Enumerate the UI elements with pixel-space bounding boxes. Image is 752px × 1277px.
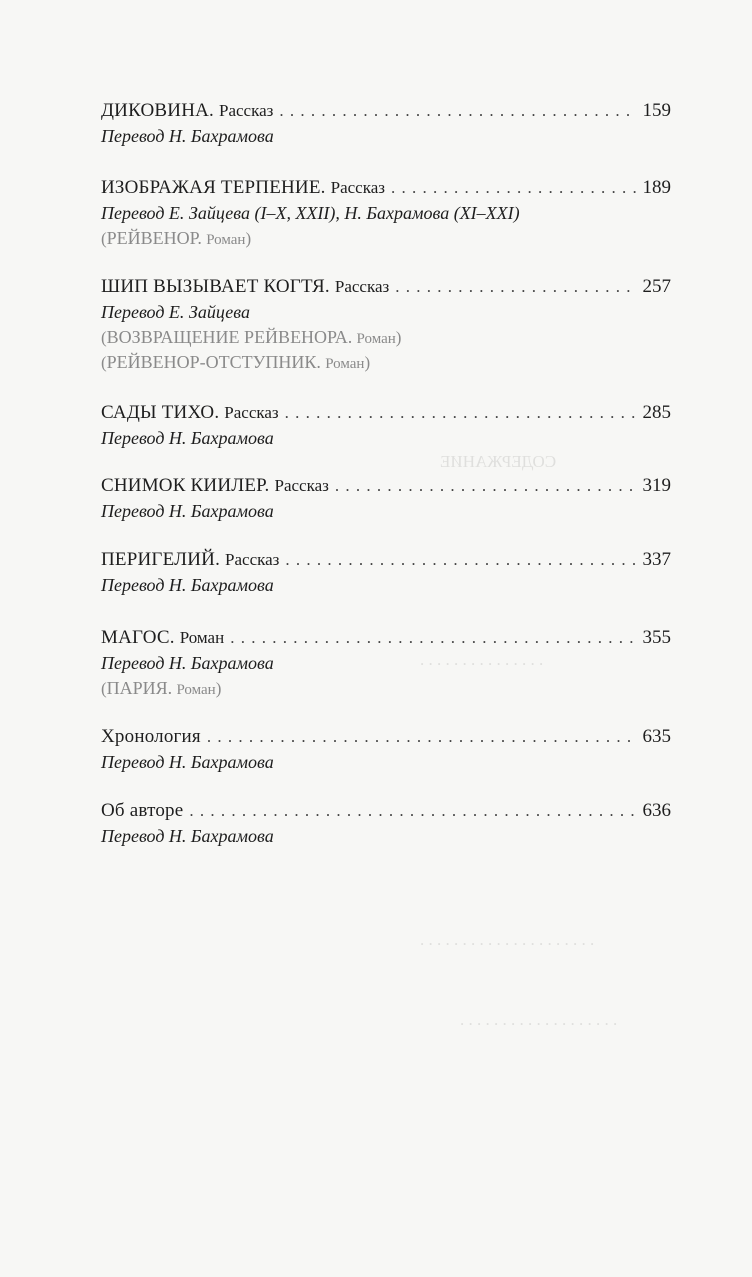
bleed-through: . . . . . . . . . . . . . . . — [420, 650, 544, 669]
bleed-through: . . . . . . . . . . . . . . . . . . . . . — [420, 930, 595, 949]
entry-page-number: 636 — [642, 800, 671, 821]
entry-title: МАГОС. — [101, 627, 175, 648]
entry-note: (РЕЙВЕНОР-ОТСТУПНИК. Роман) — [101, 352, 371, 372]
entry-kind: Рассказ — [334, 277, 390, 296]
note-title: ВОЗВРАЩЕНИЕ РЕЙВЕНОРА. — [106, 327, 353, 347]
entry-kind: Роман — [179, 628, 225, 647]
entry-kind: Рассказ — [330, 178, 385, 197]
note-title: РЕЙВЕНОР. — [106, 228, 202, 248]
entry-note: (ПАРИЯ. Роман) — [101, 678, 222, 698]
entry-translator: Перевод Н. Бахрамова — [101, 752, 274, 772]
dot-leader — [189, 798, 636, 824]
entry-title: ДИКОВИНА. — [101, 100, 214, 121]
note-kind: Роман — [176, 682, 216, 698]
dot-leader — [391, 175, 637, 201]
entry-kind: Рассказ — [219, 101, 274, 120]
entry-title: СНИМОК КИИЛЕР. — [101, 475, 270, 496]
entry-kind: Рассказ — [274, 476, 329, 495]
bleed-through: . . . . . . . . . . . . . . . . . . . — [460, 1010, 618, 1029]
entry-title: ИЗОБРАЖАЯ ТЕРПЕНИЕ. — [101, 177, 326, 198]
entry-translator: Перевод Н. Бахрамова — [101, 501, 274, 521]
entry-page-number: 189 — [642, 177, 671, 198]
entry-note: (ВОЗВРАЩЕНИЕ РЕЙВЕНОРА. Роман) — [101, 327, 402, 347]
bleed-through: СОДЕРЖАНИЕ — [440, 452, 557, 471]
dot-leader — [285, 547, 636, 573]
entry-page-number: 355 — [642, 627, 671, 648]
dot-leader — [335, 473, 637, 499]
dot-leader — [207, 724, 637, 750]
entry-page-number: 159 — [642, 100, 671, 121]
entry-note: (РЕЙВЕНОР. Роман) — [101, 228, 252, 248]
entry-page-number: 257 — [642, 276, 671, 297]
dot-leader — [395, 274, 636, 300]
dot-leader — [230, 625, 636, 651]
entry-translator: Перевод Е. Зайцева (I–X, XXII), Н. Бахрамова (XI–XXI) — [101, 203, 520, 223]
dot-leader — [285, 400, 637, 426]
entry-title: Об авторе — [101, 800, 184, 821]
entry-title: ПЕРИГЕЛИЙ. — [101, 549, 221, 570]
dot-leader — [279, 98, 636, 124]
entry-translator: Перевод Н. Бахрамова — [101, 126, 274, 146]
entry-title: САДЫ ТИХО. — [101, 402, 220, 423]
entry-page-number: 285 — [642, 402, 671, 423]
entry-page-number: 337 — [642, 549, 671, 570]
note-kind: Роман — [356, 331, 396, 347]
entry-kind: Рассказ — [224, 403, 279, 422]
entry-translator: Перевод Е. Зайцева — [101, 302, 250, 322]
entry-translator: Перевод Н. Бахрамова — [101, 575, 274, 595]
entry-kind: Рассказ — [225, 550, 280, 569]
entry-translator: Перевод Н. Бахрамова — [101, 428, 274, 448]
entry-translator: Перевод Н. Бахрамова — [101, 826, 274, 846]
note-title: РЕЙВЕНОР-ОТСТУПНИК. — [106, 352, 321, 372]
note-title: ПАРИЯ. — [106, 678, 173, 698]
entry-page-number: 635 — [642, 726, 671, 747]
note-kind: Роман — [206, 232, 246, 248]
entry-translator: Перевод Н. Бахрамова — [101, 653, 274, 673]
entry-title: Хронология — [101, 726, 201, 747]
entry-page-number: 319 — [642, 475, 671, 496]
note-kind: Роман — [325, 356, 365, 372]
entry-title: ШИП ВЫЗЫВАЕТ КОГТЯ. — [101, 276, 330, 297]
